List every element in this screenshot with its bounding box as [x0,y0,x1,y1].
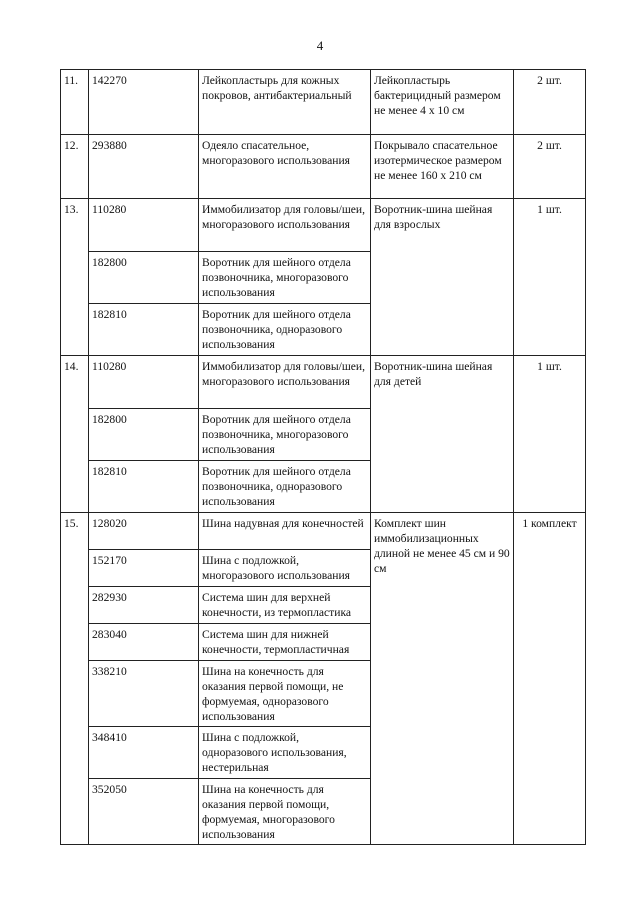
item-name: Шина с подложкой, одноразового использования, нестерильная [199,727,371,779]
item-description: Комплект шин иммобилизационных длиной не менее 45 см и 90 см [371,513,514,845]
table-body [61,70,586,845]
table-row [61,513,586,550]
item-name: Одеяло спасательное, многоразового использования [199,135,371,199]
item-quantity: 1 шт. [514,356,586,513]
item-code: 182800 [89,409,199,461]
item-description: Покрывало спасательное изотермическое размером не менее 160 х 210 см [371,135,514,199]
item-code: 348410 [89,727,199,779]
item-code: 182810 [89,461,199,513]
item-name: Система шин для верхней конечности, из термопластика [199,587,371,624]
item-name: Шина с подложкой, многоразового использования [199,550,371,587]
table-row [61,70,586,135]
table-row [61,135,586,199]
item-code: 152170 [89,550,199,587]
item-code: 110280 [89,199,199,252]
item-description: Лейкопластырь бактерицидный размером не менее 4 х 10 см [371,70,514,135]
item-quantity: 2 шт. [514,135,586,199]
item-number: 12. [61,135,89,199]
item-code: 283040 [89,624,199,661]
item-code: 182810 [89,304,199,356]
page-number: 4 [316,38,324,53]
item-code: 142270 [89,70,199,135]
item-name: Система шин для нижней конечности, термопластичная [199,624,371,661]
item-quantity: 1 шт. [514,199,586,356]
item-code: 128020 [89,513,199,550]
item-code: 282930 [89,587,199,624]
item-code: 182800 [89,252,199,304]
item-code: 110280 [89,356,199,409]
item-code: 293880 [89,135,199,199]
item-code: 352050 [89,779,199,845]
item-number: 11. [61,70,89,135]
item-name: Шина на конечность для оказания первой помощи, формуемая, многоразового использования [199,779,371,845]
equipment-table [60,69,586,845]
item-quantity: 2 шт. [514,70,586,135]
item-name: Воротник для шейного отдела позвоночника, одноразового использования [199,461,371,513]
item-number: 14. [61,356,89,513]
item-description: Воротник-шина шейная для детей [371,356,514,513]
item-name: Воротник для шейного отдела позвоночника, одноразового использования [199,304,371,356]
item-name: Лейкопластырь для кожных покровов, антибактериальный [199,70,371,135]
item-name: Иммобилизатор для головы/шеи, многоразового использования [199,356,371,409]
table-row [61,199,586,252]
item-code: 338210 [89,661,199,727]
item-name: Иммобилизатор для головы/шеи, многоразового использования [199,199,371,252]
item-name: Шина на конечность для оказания первой помощи, не формуемая, одноразового использования [199,661,371,727]
table-row [61,356,586,409]
item-number: 15. [61,513,89,845]
item-description: Воротник-шина шейная для взрослых [371,199,514,356]
item-number: 13. [61,199,89,356]
item-quantity: 1 комплект [514,513,586,845]
item-name: Шина надувная для конечностей [199,513,371,550]
item-name: Воротник для шейного отдела позвоночника, многоразового использования [199,252,371,304]
item-name: Воротник для шейного отдела позвоночника, многоразового использования [199,409,371,461]
